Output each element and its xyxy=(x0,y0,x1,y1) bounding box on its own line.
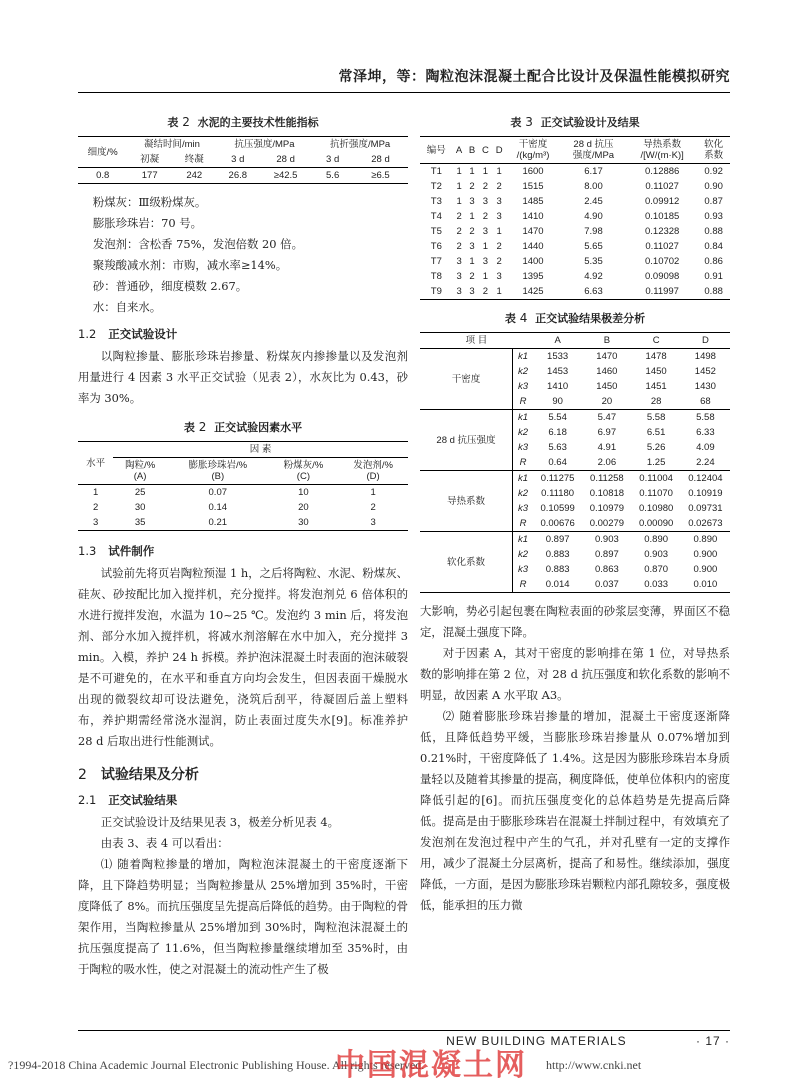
table-cell: k1 xyxy=(517,412,529,423)
table-cell: 0.883 xyxy=(545,564,570,575)
table-row xyxy=(420,349,730,365)
table-cell: k1 xyxy=(517,351,529,362)
table-cell: 1 xyxy=(456,166,462,177)
table-cell: 0.88 xyxy=(697,284,730,300)
group-label: 软化系数 xyxy=(420,532,513,593)
table-cell: 3 xyxy=(456,271,462,282)
table-cell: 2 xyxy=(496,181,502,192)
table-cell: 1 xyxy=(456,181,462,192)
table-cell: 0.897 xyxy=(545,534,570,545)
table-row xyxy=(420,164,730,180)
table-cell: 0.11070 xyxy=(639,488,673,499)
table-cell: 0.86 xyxy=(704,256,723,267)
table-cell: 0.12886 xyxy=(644,166,680,177)
table-cell: 0.10702 xyxy=(644,256,680,267)
table-cell: 1 xyxy=(482,271,489,282)
watermark: 中国混凝土网 xyxy=(335,1048,527,1083)
table-cell: 1 xyxy=(496,226,502,237)
table-cell: 7.98 xyxy=(584,226,603,237)
header-rule xyxy=(78,92,730,93)
table-cell: T8 xyxy=(430,271,442,282)
table-row xyxy=(420,194,730,209)
table-cell: T2 xyxy=(430,181,442,192)
table3-header: C xyxy=(479,137,493,164)
section-2-1-text: 正交试验设计及结果见表 3，极差分析见表 4。 由表 3、表 4 可以看出： ⑴ 随着陶粒掺量的增加，陶粒泡沫混凝土的干密度逐渐下降，且下降趋势明显；当陶粒掺量从 25%增加到 35%时，干密度降低了 8%。而抗压强度呈先提高后降低的趋势。由于陶粒的骨架作用，当陶粒掺量从 25%增加到 30%时，陶粒泡沫混凝土的抗压强度提高了 11.6%，但当陶粒掺量继续增加至 35%时，由于陶粒的吸水性，使之对混凝土的流动性产生了极 xyxy=(78,815,408,976)
table-cell: 0.09912 xyxy=(644,196,680,207)
table-row xyxy=(420,239,730,254)
table-cell: 2 xyxy=(482,181,489,192)
table-cell: 0.900 xyxy=(693,564,718,575)
table-cell: 0.12328 xyxy=(644,226,680,237)
table-cell: 0.11027 xyxy=(645,181,679,192)
table3-header: 软化 系数 xyxy=(697,137,730,164)
table-cell: 4.91 xyxy=(597,442,617,453)
table-cell: 2 xyxy=(456,241,462,252)
table-cell: 2 xyxy=(496,241,502,252)
table-row xyxy=(420,224,730,239)
table-row xyxy=(420,471,730,487)
table-cell: 0.02673 xyxy=(681,516,730,532)
table-cell: 5.35 xyxy=(584,256,603,267)
table-cell: 1 xyxy=(456,196,462,207)
table-cell: 5.54 xyxy=(548,412,567,423)
table-cell: 0.883 xyxy=(545,549,570,560)
table-cell: 0.00090 xyxy=(632,516,681,532)
footer-rule xyxy=(78,1030,730,1031)
table-cell: k3 xyxy=(517,503,529,514)
table-cell: 0.00279 xyxy=(582,516,631,532)
left-column xyxy=(78,104,408,980)
table-cell: 6.97 xyxy=(597,427,617,438)
table-row xyxy=(420,254,730,269)
table3-header: 编号 xyxy=(420,137,453,164)
table-cell: 0.903 xyxy=(644,549,669,560)
table-cell: 1450 xyxy=(645,366,667,377)
right-column xyxy=(420,104,730,916)
table-cell: T9 xyxy=(420,284,453,300)
table-cell: 3 xyxy=(496,196,502,207)
table-cell: 0.90 xyxy=(704,181,723,192)
table2a-caption: 表 2 水泥的主要技术性能指标 xyxy=(167,115,319,129)
table-cell: k1 xyxy=(517,534,529,545)
table-cell: 2 xyxy=(469,181,475,192)
table-cell: R xyxy=(513,394,534,410)
table-cell: 3 xyxy=(469,196,475,207)
table-row xyxy=(420,410,730,426)
table-cell: 6.51 xyxy=(646,427,666,438)
table-cell: 0.033 xyxy=(632,577,681,593)
table-cell: 1.25 xyxy=(632,455,681,471)
table-cell: 3 xyxy=(482,256,489,267)
table-cell: 0.897 xyxy=(594,549,619,560)
table-cell: R xyxy=(513,455,534,471)
group-label: 干密度 xyxy=(420,349,513,410)
factor-level-table: 水平 因 素 陶粒/% (A) 膨胀珍珠岩/% (B) 粉煤灰/% (C) 发泡剂/% (D) 1 25 0.07 10 1 2 30 0.14 20 2 3 35 0.21 30 3 xyxy=(78,441,408,531)
table-row xyxy=(420,532,730,548)
table-cell: 3 xyxy=(496,271,502,282)
table-cell: 68 xyxy=(681,394,730,410)
table-cell: 6.17 xyxy=(584,166,603,177)
table-cell: 0.10979 xyxy=(589,503,625,514)
table-cell: 0.890 xyxy=(693,534,718,545)
table-cell: 5.63 xyxy=(548,442,567,453)
table-cell: T4 xyxy=(430,211,442,222)
table-cell: 0.863 xyxy=(594,564,619,575)
table-cell: 1470 xyxy=(522,226,544,237)
table-cell: 1440 xyxy=(522,241,544,252)
table-cell: 3 xyxy=(453,284,466,300)
table-cell: 0.88 xyxy=(704,226,723,237)
table-cell: 3 xyxy=(482,226,489,237)
table4-header: C xyxy=(632,333,681,349)
table-cell: T1 xyxy=(430,166,442,177)
table4-header: D xyxy=(681,333,730,349)
table-cell: 5.58 xyxy=(696,412,715,423)
table-cell: 2 xyxy=(469,271,475,282)
table-cell: 0.900 xyxy=(693,549,718,560)
table-cell: 2.06 xyxy=(582,455,631,471)
table-cell: 0.09731 xyxy=(688,503,723,514)
table-cell: 1 xyxy=(496,166,502,177)
table-cell: k2 xyxy=(517,427,529,438)
table-cell: 1515 xyxy=(522,181,544,192)
table-cell: 0.91 xyxy=(704,271,723,282)
orthogonal-design-table xyxy=(420,136,730,300)
table-cell: 1410 xyxy=(547,381,569,392)
table-cell: 1 xyxy=(492,284,506,300)
table-cell: k2 xyxy=(517,488,529,499)
table-cell: 0.10919 xyxy=(688,488,723,499)
table-cell: 1453 xyxy=(547,366,569,377)
table3-caption: 表 3 正交试验设计及结果 xyxy=(510,115,640,129)
table-cell: 6.63 xyxy=(560,284,627,300)
table-cell: 1450 xyxy=(596,381,618,392)
table-cell: 1410 xyxy=(522,211,544,222)
table-cell: T3 xyxy=(430,196,442,207)
footer-journal: NEW BUILDING MATERIALS · 17 · xyxy=(446,1034,730,1048)
table-cell: 0.11275 xyxy=(540,473,575,484)
table-cell: 1 xyxy=(469,166,475,177)
table-cell: 5.58 xyxy=(646,412,666,423)
table-cell: R xyxy=(513,516,534,532)
materials-list: 粉煤灰：Ⅲ级粉煤灰。 膨胀珍珠岩：70 号。 发泡剂：含松香 75%，发泡倍数 20 倍。 聚羧酸减水剂：市购，减水率≥14%。 砂：普通砂，细度模数 2.67。 水：自来水。 xyxy=(92,195,303,314)
table4-caption: 表 4 正交试验结果极差分析 xyxy=(504,311,646,325)
table3-header: 导热系数 /[W/(m·K)] xyxy=(627,137,697,164)
table-cell: 0.11004 xyxy=(639,473,673,484)
table-cell: 1485 xyxy=(522,196,544,207)
table-cell: 5.65 xyxy=(584,241,603,252)
cnki-link[interactable]: http://www.cnki.net xyxy=(546,1058,642,1072)
table3-header: A xyxy=(453,137,466,164)
table-cell: 0.10980 xyxy=(638,503,674,514)
page-number: · 17 · xyxy=(695,1034,730,1048)
table-row xyxy=(420,269,730,284)
table-cell: 0.84 xyxy=(704,241,723,252)
table-row xyxy=(420,284,730,300)
range-analysis-table xyxy=(420,332,730,593)
section-1-3-text: 试验前先将页岩陶粒预湿 1 h，之后将陶粒、水泥、粉煤灰、硅灰、砂按配比加入搅拌机，充分搅拌。将发泡剂兑 6 倍体积的水进行搅拌发泡，水温为 10~25 ℃。发泡约 3 min 后，将发泡剂、部分水加入搅拌机，将减水剂溶解在水中加入，充分搅拌 3 min。入模，养护 24 h 拆模。养护泡沫混凝土时表面的泡沫破裂是不可避免的，在水平和垂直方向均会发生，但因表面干燥脱水出现的微裂纹却可设法避免，浇筑后刮平，待凝固后盖上塑料布，养护期需经常浇水湿润，防止表面过度失水[9]。标准养护 28 d 后取出进行性能测试。 xyxy=(78,566,408,748)
table-cell: 3 xyxy=(469,241,475,252)
table-cell: 5.26 xyxy=(646,442,666,453)
table-cell: T6 xyxy=(430,241,442,252)
table-cell: 1470 xyxy=(596,351,618,362)
section-1-3-heading: 1.3 试件制作 xyxy=(78,544,155,558)
table2b-caption: 表 2 正交试验因素水平 xyxy=(183,420,303,434)
table-cell: 0.11180 xyxy=(541,488,575,499)
table-cell: 0.12404 xyxy=(688,473,723,484)
table-cell: 3 xyxy=(482,196,489,207)
table-row xyxy=(420,179,730,194)
table-cell: 1 xyxy=(469,211,475,222)
table-cell: 0.11258 xyxy=(590,473,624,484)
table-cell: 20 xyxy=(582,394,631,410)
table-cell: 1 xyxy=(469,256,475,267)
table-cell: 28 xyxy=(632,394,681,410)
table-cell: 6.18 xyxy=(548,427,567,438)
running-header: 常泽坤，等：陶粒泡沫混凝土配合比设计及保温性能模拟研究 xyxy=(338,69,730,85)
table-cell: 4.90 xyxy=(584,211,603,222)
table-cell: 0.903 xyxy=(594,534,619,545)
table-cell: 6.33 xyxy=(696,427,715,438)
table-cell: 0.010 xyxy=(681,577,730,593)
table-cell: k2 xyxy=(517,366,529,377)
table-cell: 1452 xyxy=(694,366,716,377)
table-cell: 2 xyxy=(482,211,489,222)
section-1-2-text: 以陶粒掺量、膨胀珍珠岩掺量、粉煤灰内掺掺量以及发泡剂用量进行 4 因素 3 水平正交试验（见表 2），水灰比为 0.43，砂率为 30%。 xyxy=(78,349,408,405)
table-cell: 4.09 xyxy=(696,442,715,453)
table-cell: 1425 xyxy=(506,284,560,300)
table3-header: 干密度 /(kg/m³) xyxy=(506,137,560,164)
table-row xyxy=(420,209,730,224)
table-cell: 3 xyxy=(466,284,479,300)
table-cell: 0.014 xyxy=(533,577,582,593)
table-cell: k3 xyxy=(517,442,529,453)
table-cell: 2 xyxy=(496,256,502,267)
table-cell: 0.00676 xyxy=(533,516,582,532)
right-column-text: 大影响，势必引起包裹在陶粒表面的砂浆层变薄，界面区不稳定，混凝土强度下降。 对于因素 A，其对干密度的影响排在第 1 位，对导热系数的影响排在第 2 位，对 28 d 抗压强度和软化系数的影响不明显，故因素 A 水平取 A3。 ⑵ 随着膨胀珍珠岩掺量的增加，混凝土干密度逐渐降低，且降低趋势平缓，当膨胀珍珠岩掺量从 0.07%增加到 0.21%时，干密度降低了 1.4%。这是因为膨胀珍珠岩本身质量轻以及随着其掺量的提高，稠度降低，使单位体积内的密度降低引起的[6]。而抗压强度变化的总体趋势是先提高后降低。提高是由于膨胀珍珠岩在混凝土拌制过程中，有效填充了发泡剂在发泡过程中产生的气孔，并对孔壁有一定的支撑作用，减少了混凝土分层离析，提高了和易性。继续添加，强度降低，一方面，是因为膨胀珍珠岩颗粒内部孔隙较多，强度极低，能承担的压力微 xyxy=(420,604,730,912)
copyright-line: ?1994-2018 China Academic Journal Electronic Publishing House. All rights reserved. xyxy=(8,1058,425,1072)
table-cell: 1395 xyxy=(522,271,544,282)
table-cell: 0.10818 xyxy=(589,488,625,499)
group-label: 导热系数 xyxy=(420,471,513,532)
table-cell: k3 xyxy=(517,564,529,575)
table-cell: 0.890 xyxy=(644,534,669,545)
table-cell: 2.45 xyxy=(584,196,603,207)
table-cell: 0.09098 xyxy=(644,271,680,282)
table-cell: 90 xyxy=(533,394,582,410)
table-cell: 0.87 xyxy=(704,196,723,207)
table-cell: 1 xyxy=(482,166,489,177)
table-cell: 3 xyxy=(456,256,462,267)
table-cell: 0.93 xyxy=(704,211,723,222)
table-cell: 0.11997 xyxy=(627,284,697,300)
table-cell: 4.92 xyxy=(584,271,603,282)
table-cell: 0.11027 xyxy=(645,241,679,252)
table-cell: 1533 xyxy=(547,351,569,362)
table-cell: 0.10599 xyxy=(540,503,575,514)
table-cell: 0.92 xyxy=(704,166,723,177)
table-cell: 2 xyxy=(456,226,462,237)
table3-header: 28 d 抗压 强度/MPa xyxy=(560,137,627,164)
table-cell: 2 xyxy=(456,211,462,222)
table-cell: 1460 xyxy=(596,366,618,377)
table4-header: A xyxy=(533,333,582,349)
table-cell: T7 xyxy=(430,256,442,267)
group-label: 28 d 抗压强度 xyxy=(420,410,513,471)
section-2-heading: 2 试验结果及分析 xyxy=(78,767,199,783)
table-cell: 0.64 xyxy=(533,455,582,471)
table3-header: B xyxy=(466,137,479,164)
table-cell: 1430 xyxy=(694,381,716,392)
table-cell: k3 xyxy=(517,381,529,392)
table-cell: 5.47 xyxy=(597,412,617,423)
table-cell: R xyxy=(513,577,534,593)
table-cell: T5 xyxy=(430,226,442,237)
table-cell: 2 xyxy=(479,284,493,300)
table-cell: 2.24 xyxy=(681,455,730,471)
table4-header: B xyxy=(582,333,631,349)
table-cell: 1498 xyxy=(694,351,716,362)
table-cell: 0.870 xyxy=(644,564,669,575)
table-cell: 2 xyxy=(469,226,475,237)
table3-header: D xyxy=(492,137,506,164)
table-cell: 1478 xyxy=(645,351,667,362)
section-2-1-heading: 2.1 正交试验结果 xyxy=(78,793,178,807)
cement-properties-table: 细度/% 凝结时间/min 抗压强度/MPa 抗折强度/MPa 初凝 终凝 3 d 28 d 3 d 28 d 0.8 177 242 26.8 ≥42.5 5.6 ≥6.5 xyxy=(78,136,408,184)
table-cell: 0.10185 xyxy=(644,211,680,222)
table-cell: 3 xyxy=(496,211,502,222)
table-cell: 1600 xyxy=(522,166,544,177)
table-cell: k2 xyxy=(517,549,529,560)
table-cell: 1 xyxy=(482,241,489,252)
section-1-2-heading: 1.2 正交试验设计 xyxy=(78,327,178,341)
table-cell: 1400 xyxy=(522,256,544,267)
table-cell: 8.00 xyxy=(584,181,603,192)
table-cell: 1451 xyxy=(645,381,667,392)
table-cell: k1 xyxy=(517,473,529,484)
table4-header: 项 目 xyxy=(420,333,533,349)
table-cell: 0.037 xyxy=(582,577,631,593)
